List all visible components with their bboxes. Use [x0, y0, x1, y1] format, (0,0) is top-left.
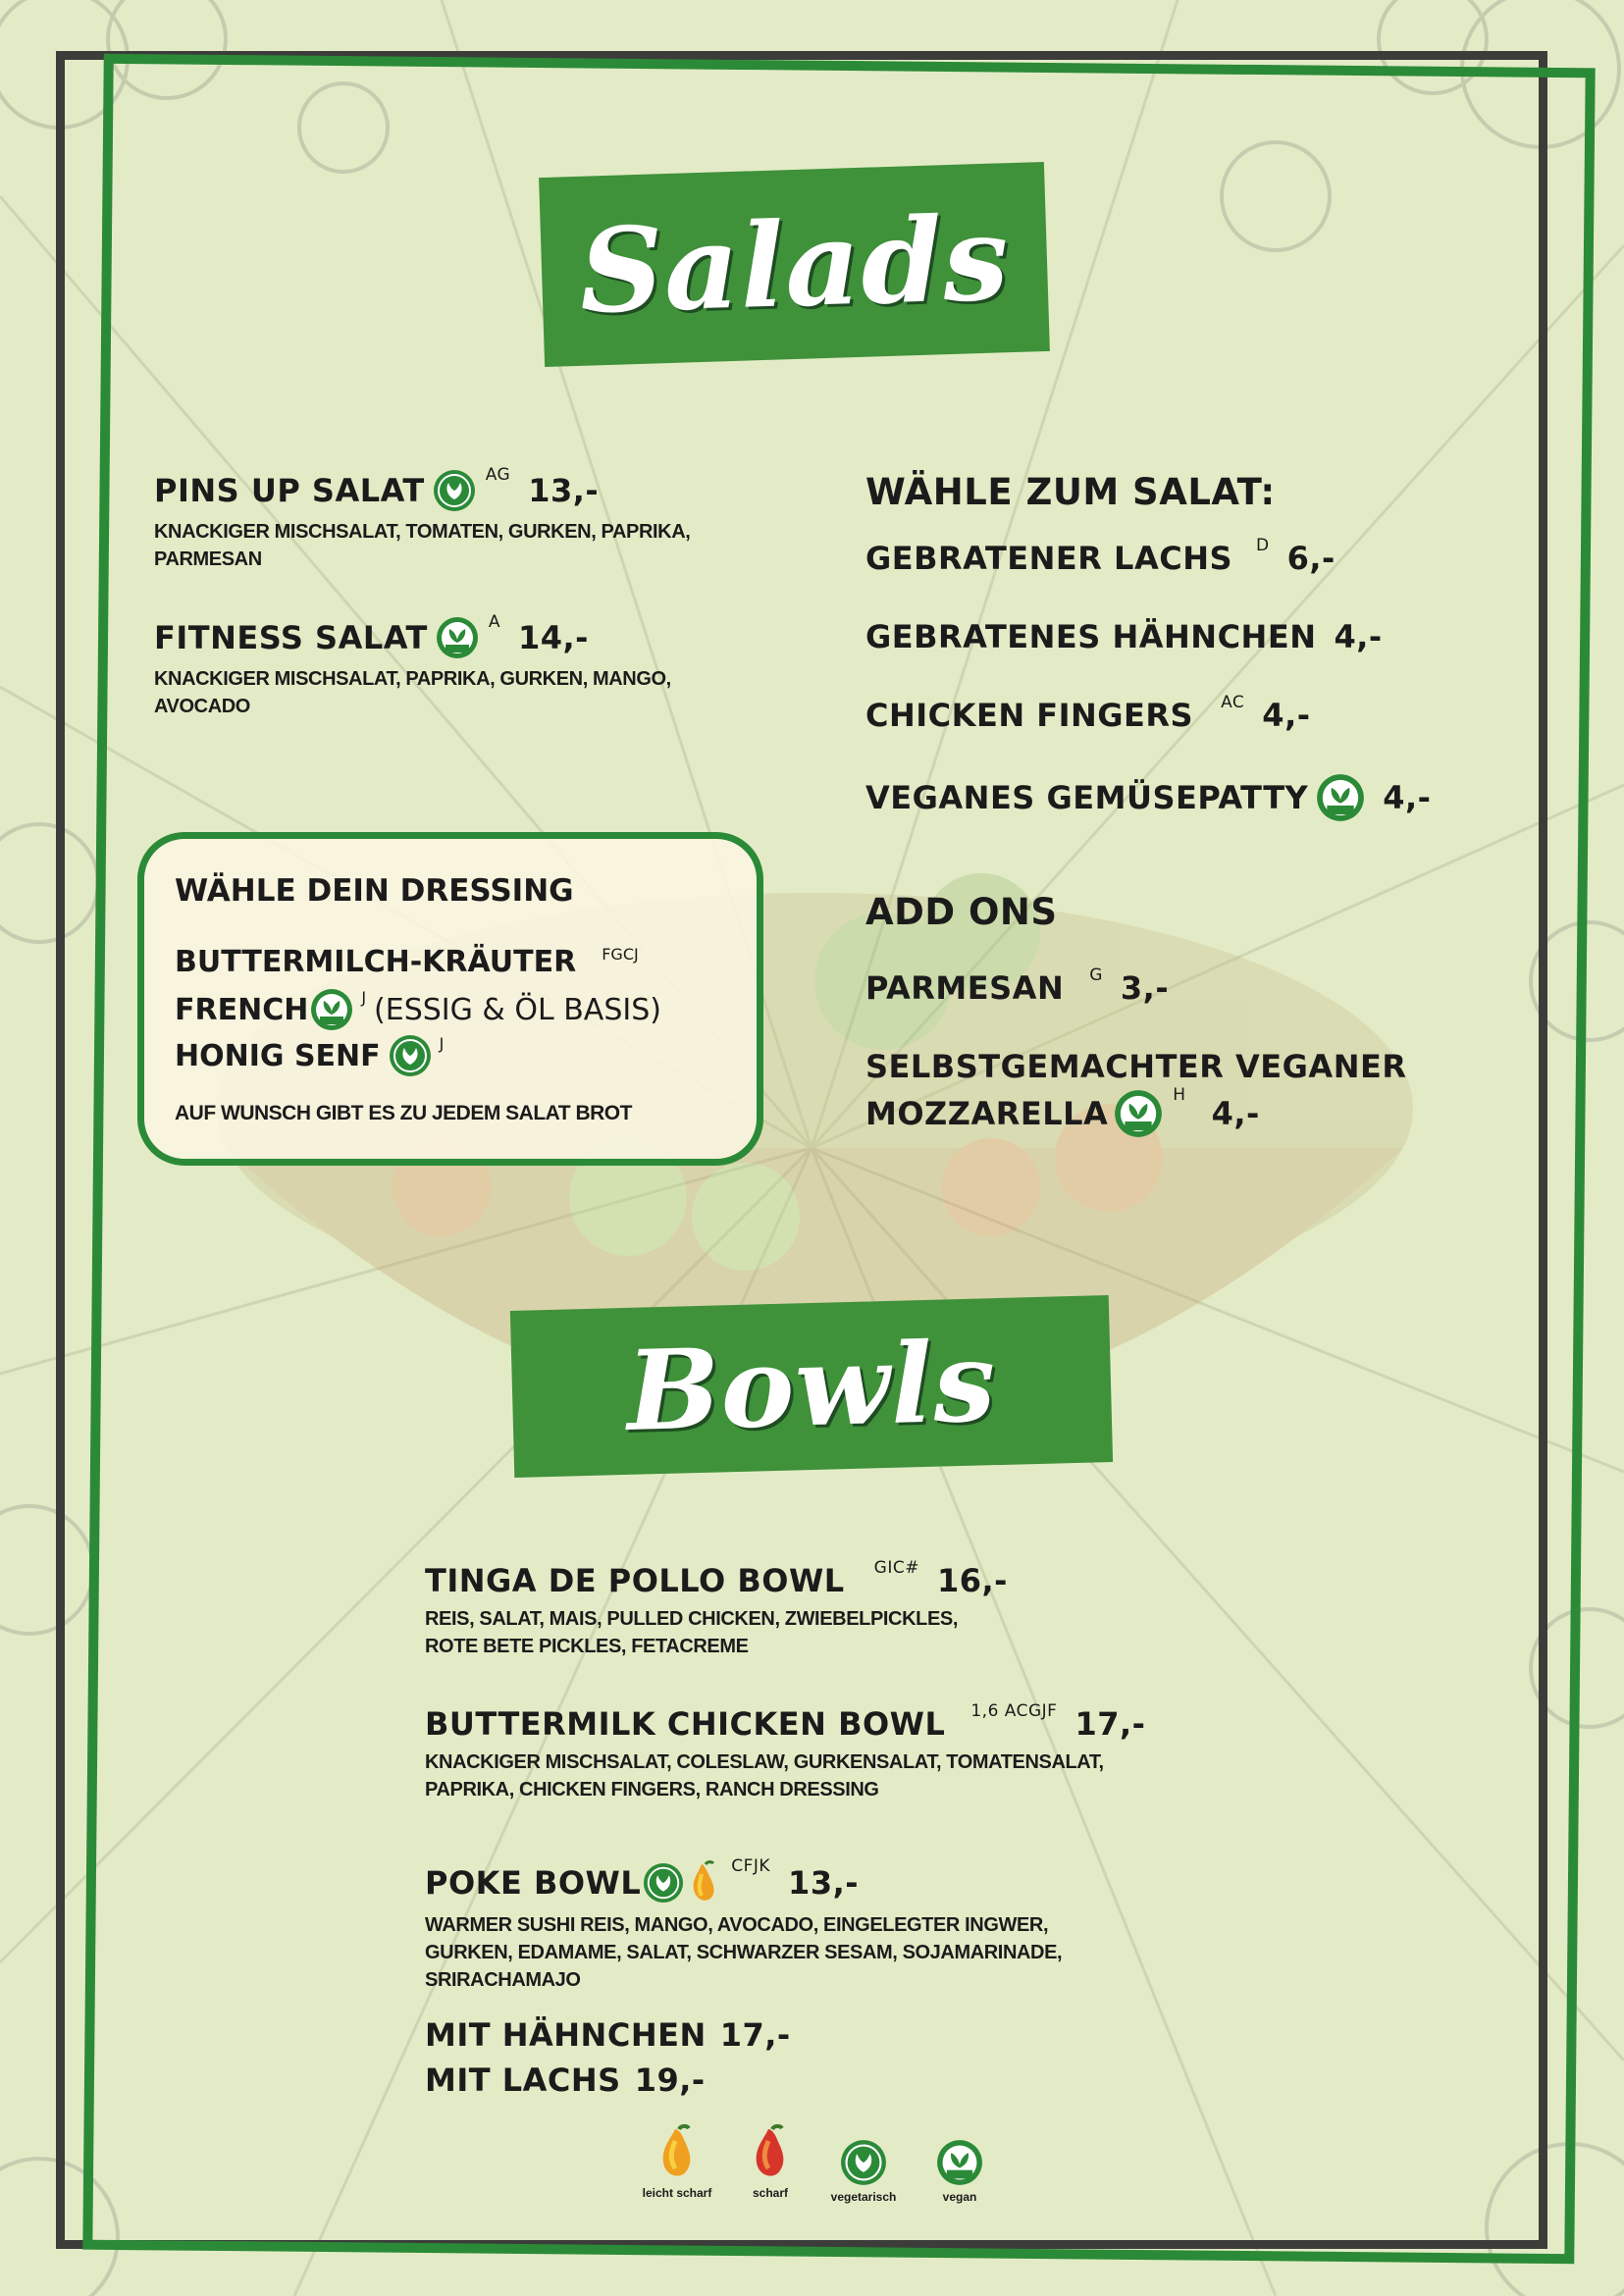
- legend-mild: [633, 2123, 721, 2200]
- choose-item-chicken-fingers: [865, 693, 1311, 734]
- allergen-codes: GIC#: [873, 1558, 919, 1578]
- vegan-icon: [436, 616, 479, 659]
- bowls-heading-banner: [510, 1295, 1113, 1478]
- poke-extra-haehnchen: [425, 2016, 791, 2054]
- item-name: GEBRATENES HÄHNCHEN: [865, 618, 1317, 655]
- menu-item-fitness-salat: [154, 612, 821, 720]
- allergen-codes: AG: [485, 465, 511, 485]
- hot-chili-icon: [747, 2123, 794, 2182]
- item-name: TINGA DE POLLO BOWL: [425, 1562, 845, 1599]
- dressing-name: BUTTERMILCH-KRÄUTER: [175, 945, 577, 979]
- allergen-codes: H: [1173, 1085, 1186, 1105]
- dressing-title: WÄHLE DEIN DRESSING: [175, 873, 574, 909]
- item-name: FITNESS SALAT: [154, 619, 428, 656]
- item-price: 13,-: [788, 1864, 860, 1902]
- allergen-codes: FGCJ: [602, 945, 639, 964]
- dressing-note: (ESSIG & ÖL BASIS): [374, 992, 661, 1027]
- choose-item-haehnchen: [865, 618, 1383, 655]
- item-name: POKE BOWL: [425, 1864, 642, 1902]
- extra-price: 19,-: [634, 2061, 706, 2099]
- item-name-line2: MOZZARELLA: [865, 1095, 1109, 1132]
- item-price: 13,-: [528, 472, 600, 509]
- add-on-parmesan: [865, 965, 1170, 1007]
- item-description-line: ROTE BETE PICKLES, FETACREME: [425, 1636, 749, 1657]
- legend-vegan: [916, 2139, 1004, 2204]
- allergen-codes: AC: [1221, 693, 1245, 712]
- extra-label: MIT HÄHNCHEN: [425, 2016, 707, 2054]
- allergen-codes: 1,6 ACGJF: [970, 1701, 1058, 1721]
- bowls-heading: Bowls: [625, 1317, 998, 1456]
- dressing-name: FRENCH: [175, 992, 309, 1027]
- vegan-icon: [310, 988, 353, 1031]
- legend-vegetarian: [819, 2139, 908, 2204]
- item-price: 14,-: [517, 619, 589, 656]
- legend-hot: [726, 2123, 814, 2200]
- item-description-line: KNACKIGER MISCHSALAT, TOMATEN, GURKEN, PAPRIKA,: [154, 521, 691, 543]
- allergen-codes: J: [361, 988, 367, 1007]
- allergen-codes: G: [1089, 965, 1103, 985]
- item-price: 4,-: [1262, 697, 1311, 734]
- dressing-name: HONIG SENF: [175, 1038, 381, 1073]
- mild-chili-icon: [654, 2123, 701, 2182]
- item-description-line: SRIRACHAMAJO: [425, 1969, 581, 1991]
- allergen-codes: D: [1256, 536, 1270, 555]
- mild-chili-icon: [686, 1860, 721, 1905]
- item-name: GEBRATENER LACHS: [865, 540, 1233, 577]
- item-price: 4,-: [1334, 618, 1383, 655]
- add-on-vegan-mozzarella: [865, 1048, 1406, 1138]
- extra-label: MIT LACHS: [425, 2061, 621, 2099]
- legend-label: leicht scharf: [642, 2186, 712, 2200]
- vegan-icon: [1316, 773, 1365, 822]
- item-description-line: GURKEN, EDAMAME, SALAT, SCHWARZER SESAM, SOJAMARINADE,: [425, 1942, 1063, 1963]
- vegetarian-icon: [840, 2139, 887, 2186]
- choose-item-gemuesepatty: [865, 773, 1431, 822]
- choose-salad-title: WÄHLE ZUM SALAT:: [865, 471, 1276, 513]
- legend-label: scharf: [752, 2186, 789, 2200]
- item-name: CHICKEN FINGERS: [865, 697, 1194, 734]
- item-price: 16,-: [936, 1562, 1008, 1599]
- item-description-line: KNACKIGER MISCHSALAT, COLESLAW, GURKENSALAT, TOMATENSALAT,: [425, 1751, 1104, 1773]
- vegetarian-icon: [389, 1034, 432, 1077]
- dressing-buttermilch: [175, 945, 639, 979]
- item-name: BUTTERMILK CHICKEN BOWL: [425, 1705, 946, 1743]
- item-name: PARMESAN: [865, 969, 1065, 1007]
- menu-item-buttermilk-chicken-bowl: [425, 1701, 1308, 1803]
- vegan-icon: [936, 2139, 983, 2186]
- item-description-line: PAPRIKA, CHICKEN FINGERS, RANCH DRESSING: [425, 1779, 879, 1800]
- menu-item-tinga-de-pollo-bowl: [425, 1558, 1308, 1660]
- salads-heading: Salads: [577, 189, 1012, 339]
- item-description-line: WARMER SUSHI REIS, MANGO, AVOCADO, EINGELEGTER INGWER,: [425, 1914, 1049, 1936]
- item-description-line: AVOCADO: [154, 696, 250, 717]
- choose-item-lachs: [865, 536, 1336, 577]
- item-price: 6,-: [1286, 540, 1336, 577]
- legend-label: vegan: [942, 2190, 977, 2204]
- item-price: 3,-: [1120, 969, 1170, 1007]
- item-description-line: PARMESAN: [154, 548, 262, 570]
- item-price: 4,-: [1383, 779, 1432, 816]
- item-name: PINS UP SALAT: [154, 472, 425, 509]
- allergen-codes: CFJK: [731, 1856, 771, 1876]
- vegan-icon: [1114, 1089, 1163, 1138]
- allergen-codes: A: [488, 612, 500, 632]
- dressing-french: [175, 988, 661, 1031]
- dressing-honig-senf: [175, 1034, 444, 1077]
- vegetarian-icon: [643, 1862, 684, 1904]
- extra-price: 17,-: [719, 2016, 791, 2054]
- vegetarian-icon: [433, 469, 476, 512]
- salads-heading-banner: [539, 162, 1050, 367]
- add-ons-title: ADD ONS: [865, 891, 1058, 933]
- poke-extra-lachs: [425, 2061, 706, 2099]
- item-description-line: KNACKIGER MISCHSALAT, PAPRIKA, GURKEN, MANGO,: [154, 668, 671, 690]
- menu-item-poke-bowl: [425, 1856, 1308, 1994]
- item-name-line1: SELBSTGEMACHTER VEGANER: [865, 1048, 1407, 1085]
- item-price: 4,-: [1211, 1095, 1260, 1132]
- allergen-codes: J: [439, 1034, 445, 1053]
- item-name: VEGANES GEMÜSEPATTY: [865, 779, 1309, 816]
- menu-item-pins-up-salat: [154, 465, 821, 573]
- item-description-line: REIS, SALAT, MAIS, PULLED CHICKEN, ZWIEBELPICKLES,: [425, 1608, 958, 1630]
- dressing-box: [137, 832, 763, 1166]
- legend-label: vegetarisch: [830, 2190, 897, 2204]
- item-price: 17,-: [1074, 1705, 1146, 1743]
- dressing-footer-note: AUF WUNSCH GIBT ES ZU JEDEM SALAT BROT: [175, 1102, 632, 1124]
